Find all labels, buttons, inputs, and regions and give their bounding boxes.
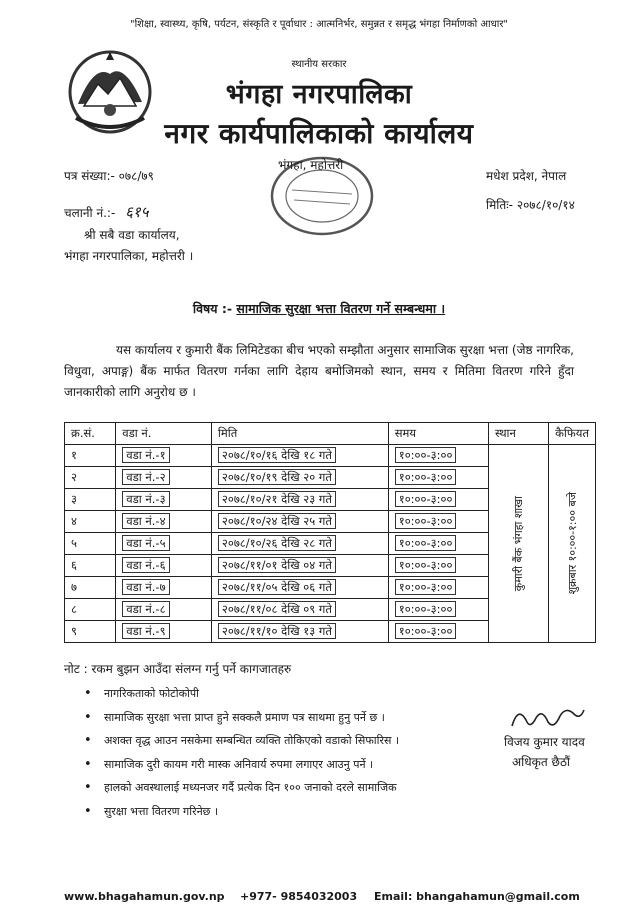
office-name: नगर कार्यपालिकाको कार्यालय xyxy=(164,117,474,150)
cell-ward xyxy=(116,599,212,621)
cell-ward xyxy=(116,489,212,511)
cell-time xyxy=(388,577,488,599)
list-item: • नागरिकताको फोटोकोपी xyxy=(84,682,504,706)
list-item: • सामाजिक सुरक्षा भत्ता प्राप्त हुने सक्कलै प्रमाण पत्र साथमा हुनु पर्ने छ । xyxy=(84,706,504,730)
cell-place xyxy=(488,445,548,643)
required-documents-list xyxy=(84,682,504,823)
cell-sn-text: ३ xyxy=(71,492,77,506)
cell-date-text: २०७८/११/०५ देखि ०६ गते xyxy=(218,579,336,595)
dispatch-label: चलानी नं.:- xyxy=(64,206,116,220)
cell-date xyxy=(211,445,388,467)
reference-label: पत्र संख्या:- xyxy=(64,169,115,183)
cell-sn-text: १ xyxy=(71,448,77,462)
cell-time-text: १०:००-३:०० xyxy=(395,557,457,573)
table-row xyxy=(65,445,596,467)
list-item: • सामाजिक दुरी कायम गरी मास्क अनिवार्य रुपमा लगाएर आउनु पर्ने । xyxy=(84,753,504,777)
municipality-name: भंगहा नगरपालिका xyxy=(225,79,413,110)
cell-sn-text: ७ xyxy=(71,580,77,594)
cell-date xyxy=(211,533,388,555)
cell-sn-text: ८ xyxy=(71,602,77,616)
cell-date xyxy=(211,511,388,533)
cell-date xyxy=(211,489,388,511)
cell-time xyxy=(388,621,488,643)
date-label: मितिः- xyxy=(486,198,513,212)
recipient-line-1: श्री सबै वडा कार्यालय, xyxy=(84,228,180,242)
cell-date-text: २०७८/१०/२४ देखि २५ गते xyxy=(218,513,336,529)
table-body xyxy=(65,445,596,643)
cell-date-text: २०७८/१०/२६ देखि २८ गते xyxy=(218,535,336,551)
subject-line xyxy=(0,300,638,317)
motto-line: "शिक्षा, स्वास्थ्य, कृषि, पर्यटन, संस्कृति र पूर्वाधार : आत्मनिर्भर, समुन्नत र समृद्ध भंगहा निर्माणको आधार" xyxy=(129,19,509,30)
subject-label: विषय :- xyxy=(192,301,233,316)
cell-sn-text: ५ xyxy=(71,536,77,550)
list-item-continuation: • सुरक्षा भत्ता वितरण गरिनेछ । xyxy=(84,800,504,824)
cell-remark xyxy=(549,445,596,643)
cell-date xyxy=(211,599,388,621)
letter-body: यस कार्यालय र कुमारी बैंक लिमिटेडका बीच भएको सम्झौता अनुसार सामाजिक सुरक्षा भत्ता (जेष्ठ नागरिक, विधुवा, अपाङ्ग) बैंक मार्फत वितरण गर्नका लागि देहाय बमोजिमको स्थान, समय र मितिमा वितरण गरिने हुँदा जानकारीको लागि अनुरोध छ । xyxy=(64,343,574,399)
col-header-date: मिति xyxy=(211,423,388,445)
cell-sn xyxy=(65,511,116,533)
reference-value: ०७८/७९ xyxy=(118,169,154,183)
cell-sn xyxy=(65,555,116,577)
cell-time xyxy=(388,511,488,533)
cell-time-text: १०:००-३:०० xyxy=(395,623,457,639)
place-text: कुमारी बैंक भंगहा शाखा xyxy=(512,495,526,592)
cell-ward-text: वडा नं.-६ xyxy=(122,557,169,573)
cell-sn xyxy=(65,445,116,467)
cell-time-text: १०:००-३:०० xyxy=(395,469,457,485)
handwritten-signature xyxy=(508,700,588,734)
province-line: मधेश प्रदेश, नेपाल xyxy=(486,169,567,183)
list-item: • अशक्त वृद्ध आउन नसकेमा सम्बन्धित व्यक्ति तोकिएको वडाको सिफारिस । xyxy=(84,729,504,753)
footer-phone: +977- 9854032003 xyxy=(240,890,358,903)
col-header-ward: वडा नं. xyxy=(116,423,212,445)
col-header-time: समय xyxy=(388,423,488,445)
cell-time xyxy=(388,533,488,555)
table-header-row xyxy=(65,423,596,445)
cell-sn-text: २ xyxy=(71,470,77,484)
col-header-remark: कैफियत xyxy=(549,423,596,445)
cell-date xyxy=(211,555,388,577)
footer-website[interactable]: www.bhagahamun.gov.np xyxy=(64,890,225,903)
cell-date-text: २०७८/११/०१ देखि ०४ गते xyxy=(218,557,336,573)
recipient-line-2: भंगहा नगरपालिका, महोत्तरी । xyxy=(64,249,194,263)
date-value: २०७८/१०/१४ xyxy=(516,198,575,212)
cell-date-text: २०७८/१०/२१ देखि २३ गते xyxy=(218,491,336,507)
cell-ward-text: वडा नं.-२ xyxy=(122,469,169,485)
cell-time-text: १०:००-३:०० xyxy=(395,579,457,595)
cell-time xyxy=(388,555,488,577)
letter-date xyxy=(486,196,575,213)
footer-email[interactable]: Email: bhangahamun@gmail.com xyxy=(374,890,580,903)
cell-time xyxy=(388,467,488,489)
cell-time xyxy=(388,445,488,467)
cell-time-text: १०:००-३:०० xyxy=(395,513,457,529)
cell-date-text: २०७८/११/०८ देखि ०९ गते xyxy=(218,601,336,617)
cell-ward xyxy=(116,511,212,533)
cell-sn xyxy=(65,467,116,489)
cell-sn xyxy=(65,533,116,555)
local-government-label: स्थानीय सरकार xyxy=(291,59,347,70)
cell-ward xyxy=(116,445,212,467)
signatory-title: अधिकृत छैठौं xyxy=(512,755,571,769)
cell-ward-text: वडा नं.-७ xyxy=(122,579,169,595)
cell-sn xyxy=(65,489,116,511)
cell-ward-text: वडा नं.-३ xyxy=(122,491,169,507)
signatory-name: विजय कुमार यादव xyxy=(504,735,585,749)
cell-sn xyxy=(65,621,116,643)
cell-date xyxy=(211,621,388,643)
subject-text: सामाजिक सुरक्षा भत्ता वितरण गर्ने सम्बन्धमा । xyxy=(236,301,446,316)
remark-text: शुक्रबार १०:००-१:०० बजे xyxy=(565,492,579,595)
cell-time xyxy=(388,489,488,511)
col-header-place: स्थान xyxy=(488,423,548,445)
cell-ward-text: वडा नं.-५ xyxy=(122,535,169,551)
cell-ward xyxy=(116,467,212,489)
stamp-place-text: भंगहा, महोत्तरी xyxy=(278,158,344,172)
cell-date-text: २०७८/११/१० देखि १३ गते xyxy=(218,623,336,639)
col-header-sn: क्र.सं. xyxy=(65,423,116,445)
cell-sn xyxy=(65,577,116,599)
dispatch-value: ६१५ xyxy=(125,203,149,221)
cell-sn-text: ९ xyxy=(71,624,77,638)
distribution-schedule-table xyxy=(64,422,596,643)
cell-ward xyxy=(116,577,212,599)
cell-time-text: १०:००-३:०० xyxy=(395,491,457,507)
cell-sn-text: ६ xyxy=(71,558,77,572)
cell-time-text: १०:००-३:०० xyxy=(395,601,457,617)
cell-sn-text: ४ xyxy=(71,514,77,528)
cell-date-text: २०७८/१०/१९ देखि २० गते xyxy=(218,469,336,485)
cell-ward xyxy=(116,621,212,643)
cell-sn xyxy=(65,599,116,621)
reference-number xyxy=(64,167,154,184)
cell-ward xyxy=(116,533,212,555)
cell-ward xyxy=(116,555,212,577)
cell-date xyxy=(211,577,388,599)
cell-time-text: १०:००-३:०० xyxy=(395,447,457,463)
cell-ward-text: वडा नं.-९ xyxy=(122,623,169,639)
cell-date-text: २०७८/१०/१६ देखि १८ गते xyxy=(218,447,336,463)
cell-time xyxy=(388,599,488,621)
cell-ward-text: वडा नं.-४ xyxy=(122,513,169,529)
cell-time-text: १०:००-३:०० xyxy=(395,535,457,551)
cell-ward-text: वडा नं.-१ xyxy=(122,447,169,463)
note-heading: नोट : रकम बुझन आउँदा संलग्न गर्नु पर्ने कागजातहरु xyxy=(64,662,292,676)
cell-date xyxy=(211,467,388,489)
cell-ward-text: वडा नं.-८ xyxy=(122,601,169,617)
dispatch-number xyxy=(64,202,149,222)
list-item: • हालको अवस्थालाई मध्यनजर गर्दै प्रत्येक दिन १०० जनाको दरले सामाजिक xyxy=(84,776,504,800)
